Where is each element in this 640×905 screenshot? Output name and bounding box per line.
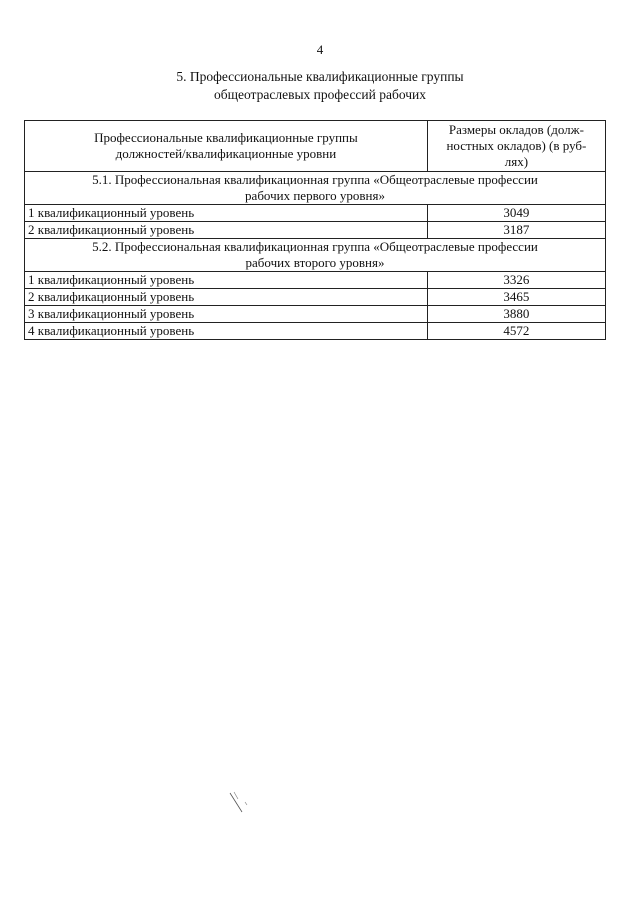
header-left-line-1: Профессиональные квалификационные группы	[94, 130, 358, 145]
table-row	[25, 222, 606, 239]
table-row	[25, 205, 606, 222]
group-title-row	[25, 172, 606, 205]
header-salary-sizes	[427, 121, 605, 172]
salary-cell: 3187	[427, 222, 605, 239]
group-title-line-1: 5.2. Профессиональная квалификационная группа «Общеотраслевые профессии	[92, 239, 538, 254]
salary-cell: 3049	[427, 205, 605, 222]
level-cell: 1 квалификационный уровень	[25, 272, 428, 289]
section-title	[0, 68, 640, 104]
level-cell: 2 квалификационный уровень	[25, 222, 428, 239]
table-row	[25, 306, 606, 323]
header-right-line-3: лях)	[504, 154, 529, 169]
table-row	[25, 323, 606, 340]
header-qualification-groups	[25, 121, 428, 172]
group-title-5-2	[25, 239, 606, 272]
salary-table	[24, 120, 606, 340]
page-number: 4	[316, 42, 324, 57]
header-right-line-1: Размеры окладов (долж-	[448, 122, 584, 137]
level-cell: 4 квалификационный уровень	[25, 323, 428, 340]
group-title-line-1: 5.1. Профессиональная квалификационная группа «Общеотраслевые профессии	[92, 172, 538, 187]
scan-artifact-mark	[228, 790, 250, 818]
header-right-line-2: ностных окладов) (в руб-	[446, 138, 587, 153]
section-title-line-2: общеотраслевых профессий рабочих	[213, 87, 427, 102]
table-row	[25, 289, 606, 306]
salary-cell: 3880	[427, 306, 605, 323]
salary-cell: 3326	[427, 272, 605, 289]
group-title-line-2: рабочих первого уровня»	[245, 188, 385, 203]
group-title-5-1	[25, 172, 606, 205]
table-header-row	[25, 121, 606, 172]
salary-cell: 3465	[427, 289, 605, 306]
level-cell: 3 квалификационный уровень	[25, 306, 428, 323]
header-left-line-2: должностей/квалификационные уровни	[115, 146, 337, 161]
salary-cell: 4572	[427, 323, 605, 340]
table-row	[25, 272, 606, 289]
section-title-line-1: 5. Профессиональные квалификационные группы	[176, 69, 464, 84]
group-title-row	[25, 239, 606, 272]
level-cell: 1 квалификационный уровень	[25, 205, 428, 222]
level-cell: 2 квалификационный уровень	[25, 289, 428, 306]
group-title-line-2: рабочих второго уровня»	[245, 255, 385, 270]
